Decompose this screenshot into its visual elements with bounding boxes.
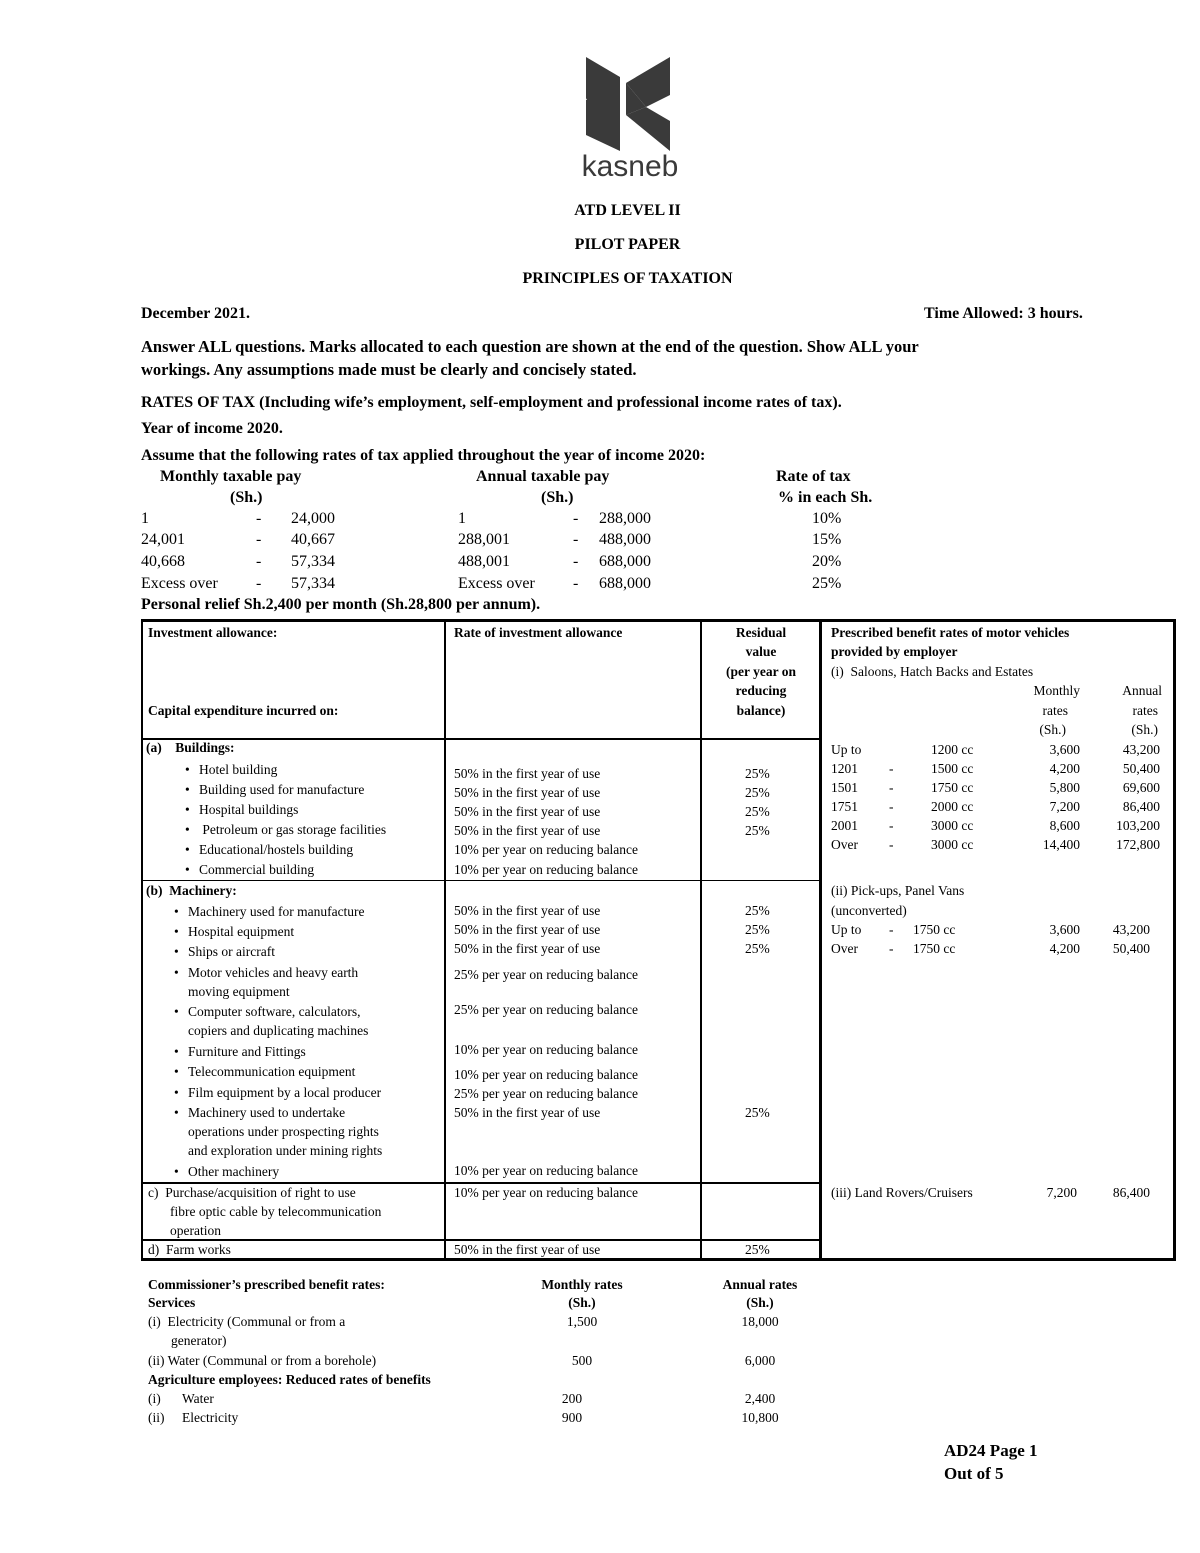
h-monthly-1: Monthly bbox=[1033, 683, 1080, 698]
band-a-to: 688,000 bbox=[599, 575, 651, 592]
machinery-rate: 50% in the first year of use bbox=[454, 922, 601, 937]
landrover-label: (iii) Land Rovers/Cruisers bbox=[831, 1185, 973, 1200]
h-annual-1: Annual bbox=[1122, 683, 1162, 698]
monthly-rate: 3,600 bbox=[1049, 742, 1080, 757]
kasneb-logo-icon bbox=[584, 55, 674, 153]
cc-from: 2001 bbox=[831, 818, 858, 833]
band-rate: 15% bbox=[812, 531, 842, 548]
band-rate: 25% bbox=[812, 575, 842, 592]
band-m-to: 24,000 bbox=[291, 510, 335, 527]
cc-to: 1750 cc bbox=[913, 941, 956, 956]
cc-from: Over bbox=[831, 837, 858, 852]
band-a-from: 288,001 bbox=[458, 531, 510, 548]
building-residual: 25% bbox=[745, 804, 770, 819]
machinery-name: • Other machinery bbox=[188, 1164, 279, 1180]
water-monthly: 500 bbox=[571, 1353, 593, 1368]
exam-level: ATD LEVEL II bbox=[574, 202, 681, 219]
band-m-to: 57,334 bbox=[291, 553, 335, 570]
band-a-dash: - bbox=[573, 531, 579, 548]
personal-relief: Personal relief Sh.2,400 per month (Sh.28,800 per annum). bbox=[141, 596, 541, 613]
landrover-monthly: 7,200 bbox=[1046, 1185, 1077, 1200]
col-monthly: Monthly taxable pay bbox=[160, 468, 302, 485]
fibre-rate: 10% per year on reducing balance bbox=[454, 1185, 639, 1200]
building-name: • Hotel building bbox=[199, 762, 277, 778]
cc-to: 1500 cc bbox=[931, 761, 974, 776]
annual-rate: 103,200 bbox=[1116, 818, 1160, 833]
water-annual: 6,000 bbox=[744, 1353, 776, 1368]
farm-rate: 50% in the first year of use bbox=[454, 1242, 601, 1257]
monthly-rate: 7,200 bbox=[1049, 799, 1080, 814]
cc-dash: - bbox=[889, 761, 894, 776]
instructions-line-1: Answer ALL questions. Marks allocated to each question are shown at the end of the question. Show ALL your bbox=[141, 337, 919, 356]
agri-annual: 2,400 bbox=[744, 1391, 776, 1406]
cc-dash: - bbox=[889, 837, 894, 852]
cc-to: 1750 cc bbox=[931, 780, 974, 795]
agri-label: Electricity bbox=[182, 1410, 239, 1425]
machinery-rate: 10% per year on reducing balance bbox=[454, 1042, 639, 1057]
services-label: Services bbox=[148, 1295, 196, 1310]
band-m-from: 24,001 bbox=[141, 531, 185, 548]
machinery-name-line2: moving equipment bbox=[188, 984, 290, 999]
logo-brand: kasneb bbox=[581, 150, 679, 183]
machinery-name-line3: and exploration under mining rights bbox=[188, 1143, 383, 1158]
electricity-line-1: (i) Electricity (Communal or from a bbox=[148, 1314, 346, 1329]
machinery-rate: 10% per year on reducing balance bbox=[454, 1163, 639, 1178]
building-name: • Hospital buildings bbox=[199, 802, 298, 818]
machinery-name-line2: copiers and duplicating machines bbox=[188, 1023, 369, 1038]
annual-rate: 69,600 bbox=[1122, 780, 1160, 795]
cc-from: 1201 bbox=[831, 761, 858, 776]
building-residual: 25% bbox=[745, 785, 770, 800]
vehicles-title-1: Prescribed benefit rates of motor vehicles bbox=[831, 625, 1070, 640]
pickups-label-1: (ii) Pick-ups, Panel Vans bbox=[831, 883, 965, 898]
machinery-name: • Computer software, calculators, bbox=[188, 1004, 360, 1020]
machinery-name: • Hospital equipment bbox=[188, 924, 294, 940]
annual-rate: 43,200 bbox=[1112, 922, 1150, 937]
annual-rate: 172,800 bbox=[1116, 837, 1160, 852]
vehicles-title-2: provided by employer bbox=[831, 644, 958, 659]
rates-title: RATES OF TAX (Including wife’s employment, self-employment and professional income rates of tax). bbox=[141, 394, 842, 411]
cc-from: Up to bbox=[831, 742, 862, 757]
cc-dash: - bbox=[889, 818, 894, 833]
annual-rate: 50,400 bbox=[1112, 941, 1150, 956]
agri-label: Water bbox=[182, 1391, 214, 1406]
machinery-name: • Ships or aircraft bbox=[188, 944, 275, 960]
machinery-name: • Furniture and Fittings bbox=[188, 1044, 306, 1060]
h-annual-2: rates bbox=[1132, 703, 1158, 718]
band-m-to: 40,667 bbox=[291, 531, 335, 548]
machinery-residual: 25% bbox=[745, 941, 770, 956]
electricity-monthly: 1,500 bbox=[566, 1314, 598, 1329]
agri-monthly: 200 bbox=[561, 1391, 583, 1406]
benefits-unit-annual: (Sh.) bbox=[746, 1295, 774, 1310]
benefits-h-annual: Annual rates bbox=[722, 1277, 798, 1292]
h-annual-3: (Sh.) bbox=[1131, 722, 1158, 737]
benefits-unit-monthly: (Sh.) bbox=[568, 1295, 596, 1310]
cc-dash: - bbox=[889, 922, 894, 937]
col-rate: Rate of tax bbox=[776, 468, 851, 485]
building-name: • Building used for manufacture bbox=[199, 782, 364, 798]
machinery-name: • Machinery used for manufacture bbox=[188, 904, 365, 920]
h-investment-allowance: Investment allowance: bbox=[148, 625, 278, 640]
annual-rate: 43,200 bbox=[1122, 742, 1160, 757]
building-rate: 10% per year on reducing balance bbox=[454, 842, 639, 857]
farm-residual: 25% bbox=[745, 1242, 770, 1257]
col-rate-unit: % in each Sh. bbox=[778, 489, 873, 506]
instructions-line-2: workings. Any assumptions made must be clearly and concisely stated. bbox=[141, 360, 637, 379]
band-m-from: Excess over bbox=[141, 575, 218, 592]
band-m-to: 57,334 bbox=[291, 575, 335, 592]
band-a-dash: - bbox=[573, 553, 579, 570]
machinery-label: (b) Machinery: bbox=[146, 883, 237, 898]
paper-type: PILOT PAPER bbox=[574, 236, 681, 253]
h-monthly-3: (Sh.) bbox=[1039, 722, 1066, 737]
building-rate: 50% in the first year of use bbox=[454, 823, 601, 838]
electricity-line-2: generator) bbox=[171, 1333, 227, 1348]
building-name: • Educational/hostels building bbox=[199, 842, 353, 858]
band-rate: 10% bbox=[812, 510, 842, 527]
cc-to: 1200 cc bbox=[931, 742, 974, 757]
h-residual-4: reducing bbox=[735, 683, 787, 698]
col-annual-unit: (Sh.) bbox=[541, 489, 574, 506]
building-name: • Commercial building bbox=[199, 862, 314, 878]
annual-rate: 50,400 bbox=[1122, 761, 1160, 776]
landrover-annual: 86,400 bbox=[1112, 1185, 1150, 1200]
agri-annual: 10,800 bbox=[741, 1410, 779, 1425]
h-monthly-2: rates bbox=[1042, 703, 1068, 718]
band-m-dash: - bbox=[256, 510, 262, 527]
building-residual: 25% bbox=[745, 823, 770, 838]
monthly-rate: 14,400 bbox=[1042, 837, 1080, 852]
band-a-to: 288,000 bbox=[599, 510, 651, 527]
monthly-rate: 4,200 bbox=[1049, 941, 1080, 956]
band-m-from: 1 bbox=[141, 510, 149, 527]
cc-from: Over bbox=[831, 941, 858, 956]
cc-to: 1750 cc bbox=[913, 922, 956, 937]
benefits-h-monthly: Monthly rates bbox=[541, 1277, 623, 1292]
time-allowed: Time Allowed: 3 hours. bbox=[924, 305, 1083, 322]
building-residual: 25% bbox=[745, 766, 770, 781]
fibre-line-1: c) Purchase/acquisition of right to use bbox=[148, 1185, 356, 1200]
machinery-rate: 25% per year on reducing balance bbox=[454, 1002, 639, 1017]
monthly-rate: 5,800 bbox=[1049, 780, 1080, 795]
building-rate: 50% in the first year of use bbox=[454, 766, 601, 781]
band-a-to: 688,000 bbox=[599, 553, 651, 570]
cc-to: 3000 cc bbox=[931, 818, 974, 833]
agri-title: Agriculture employees: Reduced rates of benefits bbox=[148, 1372, 431, 1387]
band-a-to: 488,000 bbox=[599, 531, 651, 548]
agri-num: (i) bbox=[148, 1391, 161, 1406]
machinery-rate: 25% per year on reducing balance bbox=[454, 967, 639, 982]
assume-statement: Assume that the following rates of tax applied throughout the year of income 2020: bbox=[141, 447, 706, 464]
machinery-name: • Machinery used to undertake bbox=[188, 1105, 345, 1121]
cc-dash: - bbox=[889, 780, 894, 795]
saloons-label: (i) Saloons, Hatch Backs and Estates bbox=[831, 664, 1034, 679]
col-monthly-unit: (Sh.) bbox=[230, 489, 263, 506]
band-a-from: Excess over bbox=[458, 575, 535, 592]
machinery-rate: 50% in the first year of use bbox=[454, 941, 601, 956]
exam-date: December 2021. bbox=[141, 305, 250, 322]
h-rate: Rate of investment allowance bbox=[454, 625, 623, 640]
subject-title: PRINCIPLES OF TAXATION bbox=[522, 270, 733, 287]
water-line: (ii) Water (Communal or from a borehole) bbox=[148, 1353, 377, 1368]
monthly-rate: 4,200 bbox=[1049, 761, 1080, 776]
machinery-name: • Film equipment by a local producer bbox=[188, 1085, 381, 1101]
h-capex: Capital expenditure incurred on: bbox=[148, 703, 339, 718]
h-residual-1: Residual bbox=[735, 625, 787, 640]
fibre-line-2: fibre optic cable by telecommunication bbox=[170, 1204, 382, 1219]
cc-from: 1751 bbox=[831, 799, 858, 814]
band-a-from: 1 bbox=[458, 510, 466, 527]
machinery-residual: 25% bbox=[745, 922, 770, 937]
fibre-line-3: operation bbox=[170, 1223, 221, 1238]
machinery-rate: 25% per year on reducing balance bbox=[454, 1086, 639, 1101]
building-rate: 50% in the first year of use bbox=[454, 785, 601, 800]
page-number: AD24 Page 1 bbox=[944, 1441, 1038, 1460]
monthly-rate: 8,600 bbox=[1049, 818, 1080, 833]
machinery-residual: 25% bbox=[745, 903, 770, 918]
band-rate: 20% bbox=[812, 553, 842, 570]
agri-num: (ii) bbox=[148, 1410, 165, 1425]
buildings-label: (a) Buildings: bbox=[146, 740, 235, 755]
pickups-label-2: (unconverted) bbox=[831, 903, 907, 918]
cc-from: Up to bbox=[831, 922, 862, 937]
machinery-residual: 25% bbox=[745, 1105, 770, 1120]
h-residual-3: (per year on bbox=[726, 664, 796, 679]
band-a-dash: - bbox=[573, 510, 579, 527]
year-of-income: Year of income 2020. bbox=[141, 420, 283, 437]
machinery-name: • Motor vehicles and heavy earth bbox=[188, 965, 358, 981]
cc-to: 2000 cc bbox=[931, 799, 974, 814]
cc-to: 3000 cc bbox=[931, 837, 974, 852]
band-a-dash: - bbox=[573, 575, 579, 592]
band-m-from: 40,668 bbox=[141, 553, 185, 570]
agri-monthly: 900 bbox=[561, 1410, 583, 1425]
band-m-dash: - bbox=[256, 531, 262, 548]
cc-dash: - bbox=[889, 799, 894, 814]
band-m-dash: - bbox=[256, 553, 262, 570]
annual-rate: 86,400 bbox=[1122, 799, 1160, 814]
farm-works: d) Farm works bbox=[148, 1242, 231, 1257]
monthly-rate: 3,600 bbox=[1049, 922, 1080, 937]
building-rate: 50% in the first year of use bbox=[454, 804, 601, 819]
page-total: Out of 5 bbox=[944, 1464, 1004, 1483]
machinery-name-line2: operations under prospecting rights bbox=[188, 1124, 379, 1139]
machinery-rate: 50% in the first year of use bbox=[454, 1105, 601, 1120]
building-rate: 10% per year on reducing balance bbox=[454, 862, 639, 877]
band-a-from: 488,001 bbox=[458, 553, 510, 570]
machinery-rate: 50% in the first year of use bbox=[454, 903, 601, 918]
building-name: • Petroleum or gas storage facilities bbox=[199, 822, 386, 838]
machinery-name: • Telecommunication equipment bbox=[188, 1064, 355, 1080]
band-m-dash: - bbox=[256, 575, 262, 592]
benefits-title: Commissioner’s prescribed benefit rates: bbox=[148, 1277, 385, 1292]
machinery-rate: 10% per year on reducing balance bbox=[454, 1067, 639, 1082]
logo-tagline: bumpowered bbox=[578, 69, 588, 116]
cc-from: 1501 bbox=[831, 780, 858, 795]
cc-dash: - bbox=[889, 941, 894, 956]
electricity-annual: 18,000 bbox=[741, 1314, 779, 1329]
h-residual-5: balance) bbox=[736, 703, 786, 718]
col-annual: Annual taxable pay bbox=[476, 468, 610, 485]
h-residual-2: value bbox=[745, 644, 777, 659]
